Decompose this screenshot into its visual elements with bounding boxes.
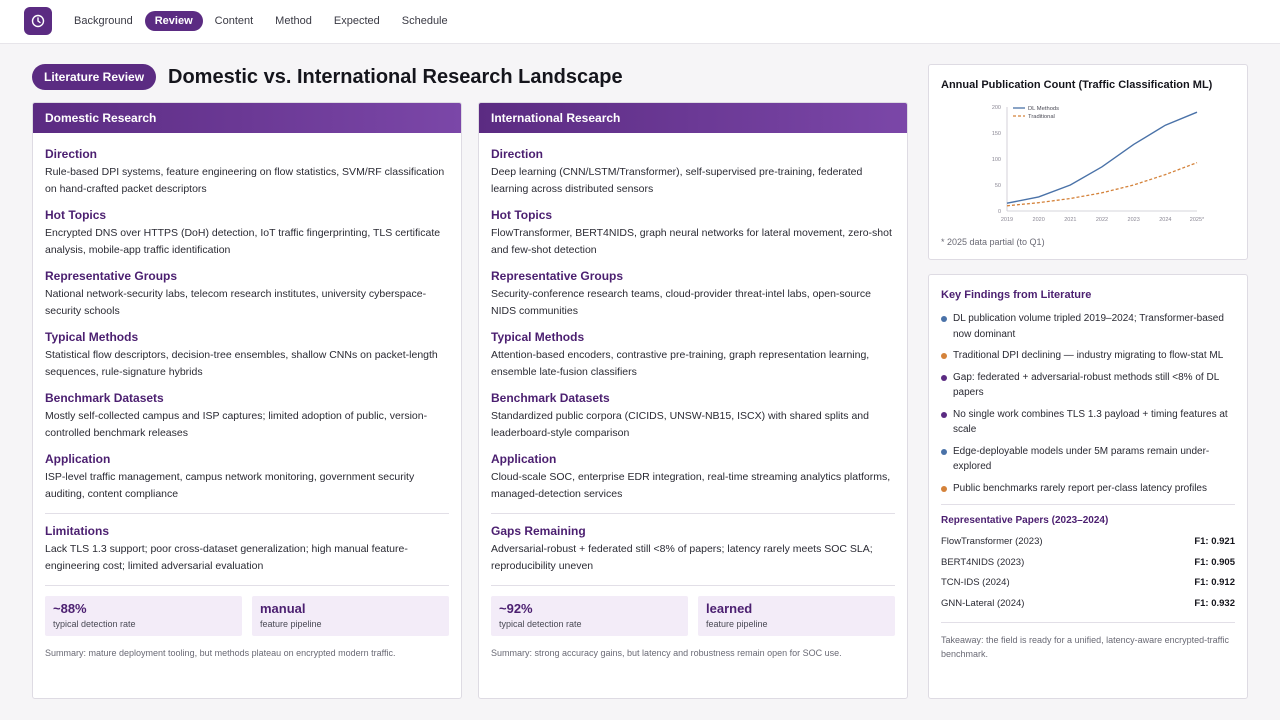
stat-detection-rate — [45, 596, 242, 636]
stat-value: ~92% — [499, 601, 533, 616]
x-tick-label: 2023 — [1127, 217, 1140, 223]
nav-tab-review[interactable]: Review — [145, 11, 203, 31]
stat-feature-pipeline — [698, 596, 895, 636]
section-direction — [491, 147, 895, 198]
divider — [491, 513, 895, 514]
section-pill: Literature Review — [32, 64, 156, 90]
section-text: Encrypted DNS over HTTPS (DoH) detection, IoT traffic fingerprinting, TLS certificate analysis, mobile-app traffic identification — [45, 227, 441, 256]
stats-row — [45, 596, 449, 636]
clock-logo-icon[interactable] — [24, 7, 52, 35]
papers-title: Representative Papers (2023–2024) — [941, 515, 1109, 526]
legend-label: Traditional — [1028, 114, 1055, 120]
series-line-dl-methods — [1007, 112, 1197, 203]
paper-row — [941, 553, 1235, 574]
card-summary: Summary: mature deployment tooling, but methods plateau on encrypted modern traffic. — [45, 648, 396, 658]
x-tick-label: 2019 — [1000, 217, 1014, 223]
section-text: FlowTransformer, BERT4NIDS, graph neural networks for lateral movement, zero-shot and few-shot detection — [491, 227, 892, 256]
section-title: Application — [491, 452, 557, 466]
x-tick-label: 2021 — [1064, 217, 1077, 223]
section-text: Mostly self-collected campus and ISP captures; limited adoption of public, version-controlled benchmark releases — [45, 410, 428, 439]
paper-name: TCN-IDS (2024) — [941, 577, 1010, 588]
section-text: ISP-level traffic management, campus network monitoring, government security auditing, content compliance — [45, 471, 415, 500]
takeaway-text: Takeaway: the field is ready for a unified, latency-aware encrypted-traffic benchmark. — [941, 635, 1229, 659]
section-application — [491, 452, 895, 503]
section-text: Deep learning (CNN/LSTM/Transformer), self-supervised pre-training, federated learning across distributed sensors — [491, 166, 863, 195]
section-title: Benchmark Datasets — [45, 391, 164, 405]
finding-item — [941, 311, 1235, 342]
y-tick-label: 0 — [997, 209, 1001, 215]
clock-icon — [31, 14, 45, 28]
stat-label: feature pipeline — [260, 619, 322, 629]
section-title: Direction — [491, 147, 544, 161]
stat-value: manual — [260, 601, 306, 616]
x-tick-label: 2022 — [1095, 217, 1109, 223]
finding-item — [941, 407, 1235, 438]
y-tick-label: 200 — [991, 105, 1001, 111]
publication-chart-card — [928, 64, 1248, 260]
section-datasets — [491, 391, 895, 442]
section-text: Lack TLS 1.3 support; poor cross-dataset generalization; high manual feature-engineering cost; limited adversarial evaluation — [45, 543, 408, 572]
section-hot-topics — [491, 208, 895, 259]
stat-feature-pipeline — [252, 596, 449, 636]
paper-name: GNN-Lateral (2024) — [941, 597, 1025, 609]
section-title: Gaps Remaining — [491, 524, 586, 538]
page-title: Domestic vs. International Research Landscape — [168, 66, 623, 88]
bullet-dot-icon — [941, 316, 947, 322]
stat-label: feature pipeline — [706, 619, 768, 629]
paper-score: F1: 0.921 — [1194, 536, 1235, 547]
x-tick-label: 2020 — [1032, 217, 1045, 223]
finding-item — [941, 348, 1235, 364]
section-direction — [45, 147, 449, 198]
stat-label: typical detection rate — [499, 619, 582, 629]
section-hot-topics — [45, 208, 449, 259]
bullet-dot-icon — [941, 486, 947, 492]
divider — [941, 622, 1235, 623]
card-header: International Research — [479, 103, 907, 133]
section-gaps — [491, 524, 895, 575]
section-text: Security-conference research teams, cloud-provider threat-intel labs, open-source NIDS communities — [491, 288, 871, 317]
findings-title: Key Findings from Literature — [941, 289, 1092, 301]
divider — [45, 585, 449, 586]
paper-score: F1: 0.905 — [1194, 556, 1235, 568]
x-tick-label: 2024 — [1159, 217, 1172, 223]
bullet-dot-icon — [941, 449, 947, 455]
section-datasets — [45, 391, 449, 442]
section-text: National network-security labs, telecom research institutes, university cyberspace-security schools — [45, 288, 427, 317]
nav-tab-content[interactable]: Content — [214, 15, 254, 27]
section-title: Representative Groups — [491, 269, 624, 283]
card-summary: Summary: strong accuracy gains, but latency and robustness remain open for SOC use. — [491, 648, 842, 658]
key-findings-card — [928, 274, 1248, 699]
section-text: Cloud-scale SOC, enterprise EDR integration, real-time streaming analytics platforms, managed-detection services — [491, 471, 891, 500]
finding-item — [941, 481, 1235, 497]
series-line-traditional — [1007, 163, 1197, 206]
section-title: Representative Groups — [45, 269, 178, 283]
section-groups — [491, 269, 895, 320]
stat-detection-rate — [491, 596, 688, 636]
section-title: Hot Topics — [45, 208, 107, 222]
chart-note: * 2025 data partial (to Q1) — [941, 237, 1045, 247]
stats-row — [491, 596, 895, 636]
domestic-research-card — [32, 102, 462, 699]
section-title: Application — [45, 452, 111, 466]
nav-tab-background[interactable]: Background — [74, 15, 133, 27]
nav-tab-method[interactable]: Method — [275, 15, 312, 27]
section-title: Typical Methods — [45, 330, 139, 344]
section-text: Attention-based encoders, contrastive pre-training, graph representation learning, ensemble late-fusion classifiers — [491, 349, 870, 378]
divider — [941, 504, 1235, 505]
section-limitations — [45, 524, 449, 575]
finding-text: No single work combines TLS 1.3 payload + timing features at scale — [953, 408, 1228, 435]
paper-score: F1: 0.912 — [1194, 577, 1235, 588]
bullet-dot-icon — [941, 353, 947, 359]
card-header: Domestic Research — [33, 103, 461, 133]
section-methods — [491, 330, 895, 381]
section-title: Limitations — [45, 524, 110, 538]
nav-tab-schedule[interactable]: Schedule — [401, 15, 448, 27]
stat-value: ~88% — [53, 601, 87, 616]
top-nav-bar — [0, 0, 1280, 44]
legend-label: DL Methods — [1028, 106, 1060, 112]
bullet-dot-icon — [941, 375, 947, 381]
paper-name: BERT4NIDS (2023) — [941, 556, 1025, 568]
finding-text: Traditional DPI declining — industry migrating to flow-stat ML — [953, 350, 1224, 361]
x-tick-label: 2025* — [1189, 217, 1205, 223]
section-text: Adversarial-robust + federated still <8% of papers; latency rarely meets SOC SLA; reproducibility uneven — [491, 543, 873, 572]
paper-score: F1: 0.932 — [1194, 597, 1235, 609]
section-application — [45, 452, 449, 503]
finding-item — [941, 444, 1235, 475]
section-title: Hot Topics — [491, 208, 553, 222]
nav-tabs — [64, 11, 460, 31]
stat-label: typical detection rate — [53, 619, 136, 629]
paper-row — [941, 594, 1235, 615]
section-methods — [45, 330, 449, 381]
section-title: Direction — [45, 147, 98, 161]
section-groups — [45, 269, 449, 320]
paper-name: FlowTransformer (2023) — [941, 536, 1043, 547]
section-text: Standardized public corpora (CICIDS, UNSW-NB15, ISCX) with shared splits and leaderboard-style comparison — [491, 410, 869, 439]
nav-tab-expected[interactable]: Expected — [333, 15, 380, 27]
paper-row — [941, 532, 1235, 553]
publication-line-chart — [929, 95, 1249, 235]
bullet-dot-icon — [941, 412, 947, 418]
section-text: Rule-based DPI systems, feature engineering on flow statistics, SVM/RF classification on hand-crafted packet descriptors — [45, 166, 445, 195]
y-tick-label: 100 — [991, 157, 1001, 163]
divider — [491, 585, 895, 586]
finding-item — [941, 370, 1235, 401]
section-title: Benchmark Datasets — [491, 391, 610, 405]
international-research-card — [478, 102, 908, 699]
y-tick-label: 50 — [994, 183, 1001, 189]
finding-text: Edge-deployable models under 5M params remain under-explored — [953, 445, 1210, 472]
section-title: Typical Methods — [491, 330, 585, 344]
y-tick-label: 150 — [991, 131, 1001, 137]
finding-text: DL publication volume tripled 2019–2024; Transformer-based now dominant — [953, 313, 1224, 340]
chart-title: Annual Publication Count (Traffic Classification ML) — [941, 79, 1213, 91]
finding-text: Gap: federated + adversarial-robust methods still <8% of DL papers — [953, 371, 1219, 398]
stat-value: learned — [706, 601, 753, 616]
divider — [45, 513, 449, 514]
section-text: Statistical flow descriptors, decision-tree ensembles, shallow CNNs on packet-length sequences, rule-signature hybrids — [45, 349, 438, 378]
paper-row — [941, 573, 1235, 594]
finding-text: Public benchmarks rarely report per-class latency profiles — [953, 482, 1207, 494]
